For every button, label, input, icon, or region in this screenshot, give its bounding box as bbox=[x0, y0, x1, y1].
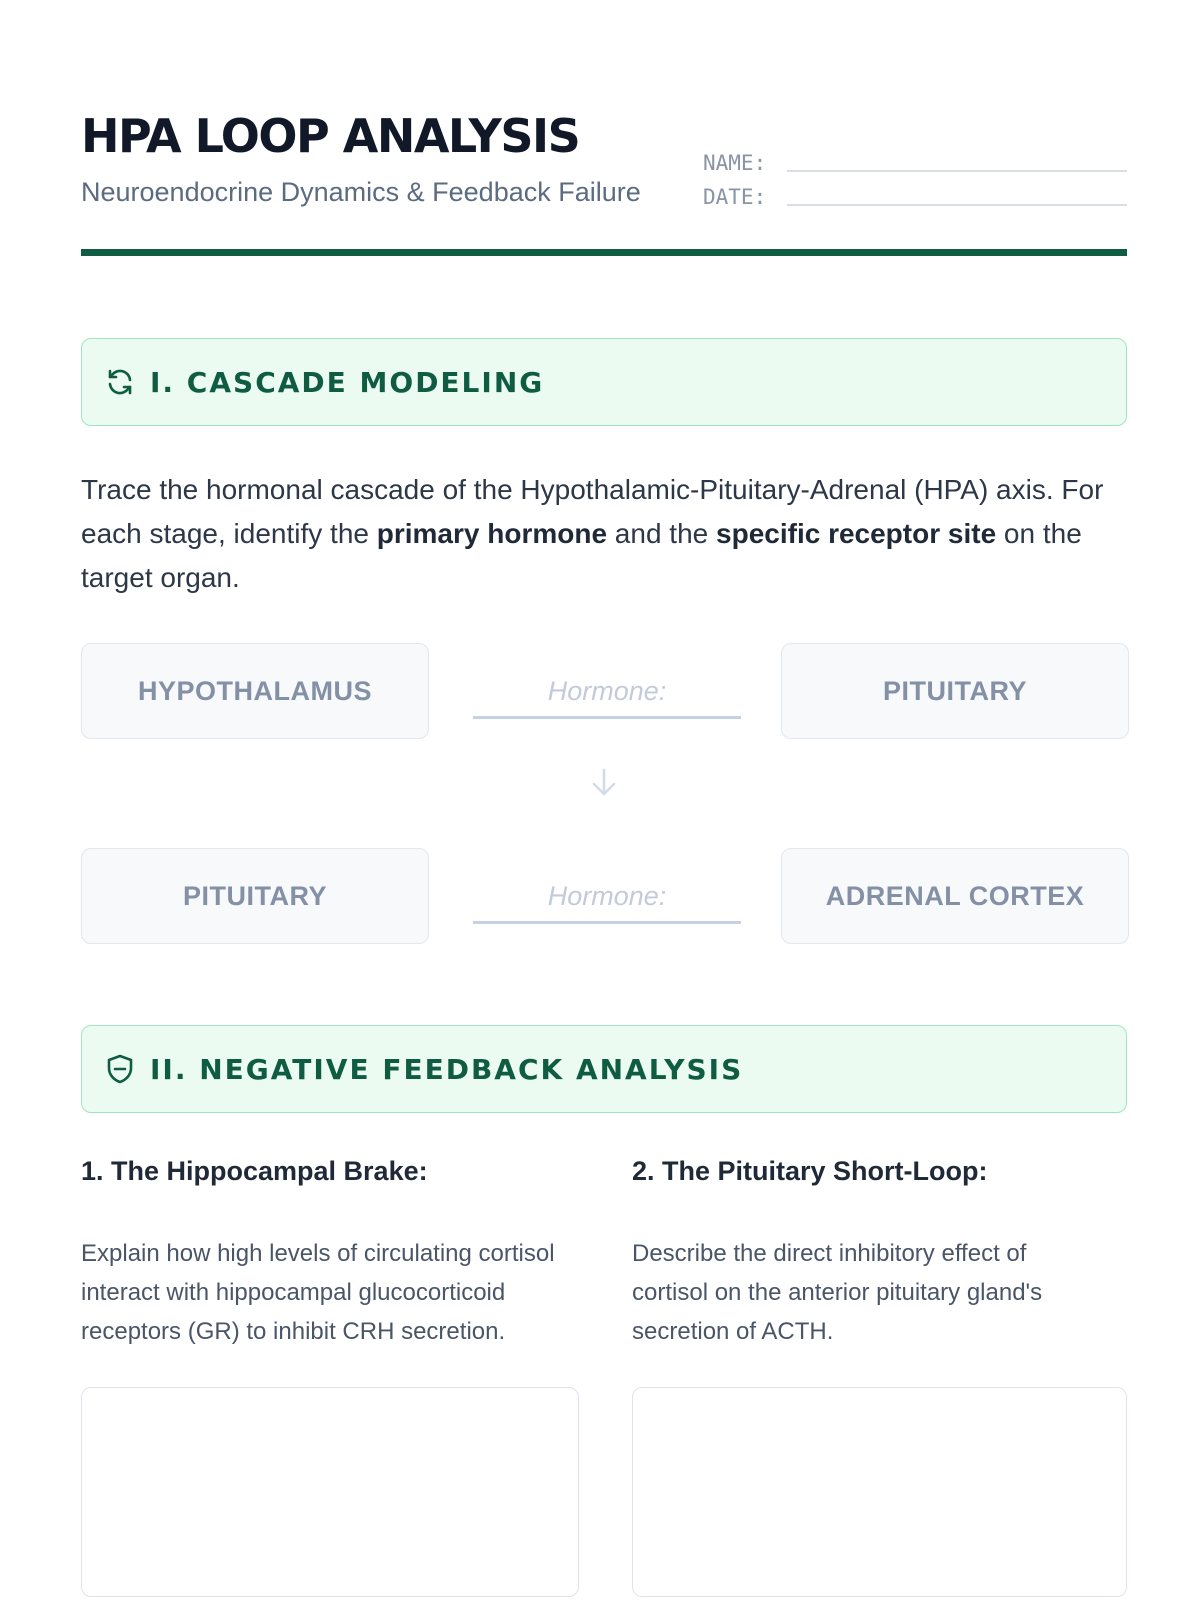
section-title: I. CASCADE MODELING bbox=[150, 365, 545, 399]
intro-bold-receptor: specific receptor site bbox=[716, 518, 997, 549]
intro-text-c: on the target organ. bbox=[81, 518, 1082, 593]
page-subtitle: Neuroendocrine Dynamics & Feedback Failure bbox=[81, 177, 641, 207]
name-row bbox=[703, 142, 1127, 176]
organ-pituitary: PITUITARY bbox=[781, 643, 1129, 739]
date-row bbox=[703, 176, 1127, 210]
question-1-text: Explain how high levels of circulating cortisol interact with hippocampal glucocorticoid receptors (GR) to inhibit CRH secretion. bbox=[81, 1240, 555, 1345]
section-title: II. NEGATIVE FEEDBACK ANALYSIS bbox=[150, 1052, 744, 1086]
shield-icon bbox=[104, 1053, 136, 1085]
question-2-title: 2. The Pituitary Short-Loop: bbox=[632, 1156, 988, 1186]
arrow-down-icon bbox=[588, 766, 620, 800]
intro-text-a: Trace the hormonal cascade of the Hypothalamic-Pituitary-Adrenal (HPA) axis. For each stage, identify the bbox=[81, 474, 1104, 549]
date-field[interactable] bbox=[787, 180, 1127, 206]
intro-bold-hormone: primary hormone bbox=[376, 518, 608, 549]
organ-pituitary-source: PITUITARY bbox=[81, 848, 429, 944]
section-feedback-banner bbox=[81, 1025, 1127, 1113]
date-label: DATE: bbox=[703, 185, 767, 209]
organ-hypothalamus: HYPOTHALAMUS bbox=[81, 643, 429, 739]
question-2-text: Describe the direct inhibitory effect of cortisol on the anterior pituitary gland's secretion of ACTH. bbox=[632, 1240, 1043, 1345]
refresh-icon bbox=[104, 366, 136, 398]
intro-text-b: and the bbox=[607, 518, 717, 549]
header-divider bbox=[81, 249, 1127, 256]
answer-box-2[interactable] bbox=[632, 1387, 1127, 1597]
section-cascade-banner bbox=[81, 338, 1127, 426]
organ-adrenal-cortex: ADRENAL CORTEX bbox=[781, 848, 1129, 944]
cascade-instructions bbox=[81, 468, 1127, 600]
page-title: HPA LOOP ANALYSIS bbox=[81, 109, 580, 163]
answer-box-1[interactable] bbox=[81, 1387, 579, 1597]
question-1-title: 1. The Hippocampal Brake: bbox=[81, 1156, 428, 1186]
hormone-input-2[interactable]: Hormone: bbox=[473, 871, 741, 924]
worksheet-header bbox=[81, 108, 1127, 256]
meta-fields bbox=[703, 142, 1127, 210]
hormone-input-1[interactable]: Hormone: bbox=[473, 666, 741, 719]
name-label: NAME: bbox=[703, 151, 767, 175]
name-field[interactable] bbox=[787, 146, 1127, 172]
